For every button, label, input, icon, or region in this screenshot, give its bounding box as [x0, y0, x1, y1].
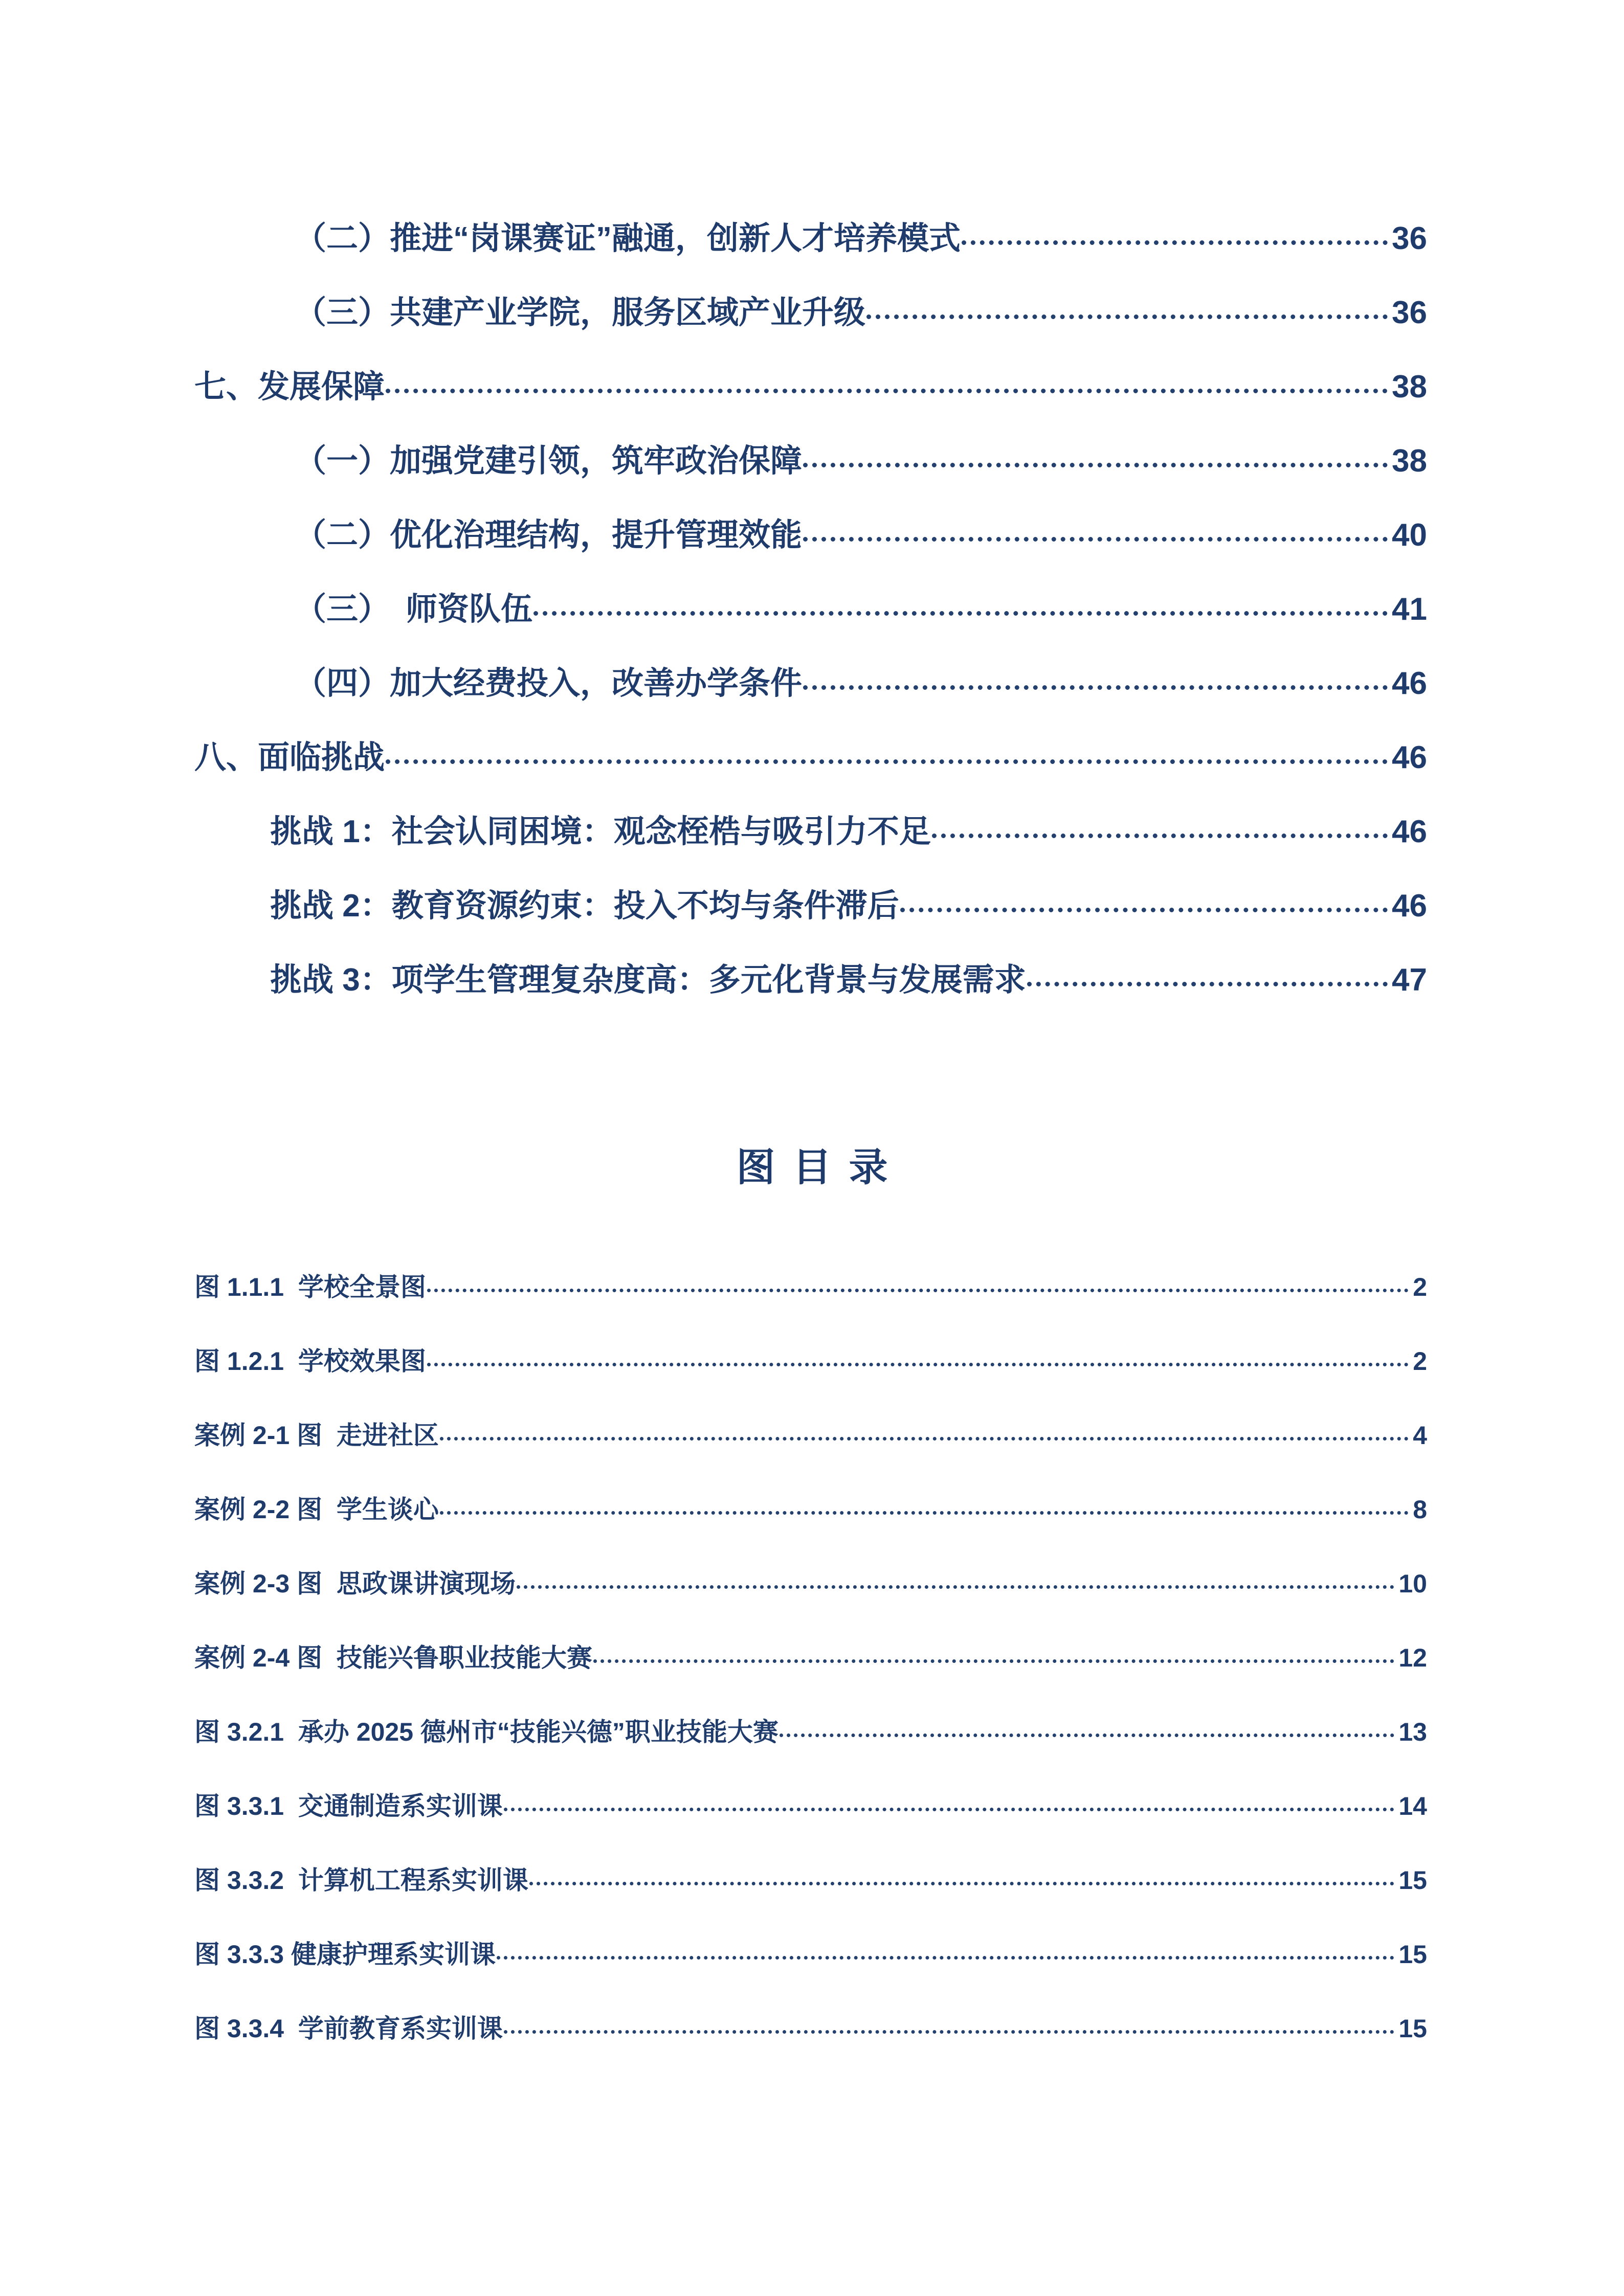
- toc-entry-page-number: 46: [1392, 739, 1427, 775]
- figure-entry-page-number: 8: [1413, 1495, 1427, 1524]
- figure-entry-row[interactable]: [194, 1769, 1427, 1843]
- toc-entry-row[interactable]: [194, 350, 1427, 424]
- dot-leader: [593, 1645, 1395, 1671]
- dot-leader: [803, 668, 1388, 700]
- dot-leader: [504, 2016, 1394, 2041]
- toc-entry-row[interactable]: [194, 646, 1427, 721]
- figure-entry-label: 图 3.3.2 计算机工程系实训课: [194, 1865, 528, 1895]
- figure-entry-label: 图 3.3.4 学前教育系实训课: [194, 2014, 503, 2043]
- toc-entry-row[interactable]: [194, 869, 1427, 943]
- figure-entry-page-number: 4: [1413, 1421, 1427, 1450]
- figure-entry-label: 图 1.2.1 学校效果图: [194, 1346, 426, 1376]
- figure-entry-label: 图 3.3.3 健康护理系实训课: [194, 1940, 496, 1969]
- figure-entry-page-number: 15: [1398, 1865, 1427, 1895]
- toc-entry-row[interactable]: [194, 201, 1427, 276]
- toc-entry-row[interactable]: [194, 498, 1427, 572]
- figure-entry-label: 图 1.1.1 学校全景图: [194, 1272, 426, 1301]
- figure-list-title: 图目录: [736, 1146, 905, 1189]
- figure-entry-row[interactable]: [194, 1991, 1427, 2065]
- figure-entry-page-number: 12: [1398, 1643, 1427, 1672]
- dot-leader: [529, 1867, 1394, 1893]
- dot-leader: [533, 594, 1388, 625]
- toc-entry-label: 挑战 2：教育资源约束：投入不均与条件滞后: [270, 888, 899, 924]
- toc-entry-row[interactable]: [194, 943, 1427, 1017]
- dot-leader: [427, 1274, 1409, 1300]
- dot-leader: [440, 1423, 1409, 1448]
- figure-entry-row[interactable]: [194, 1472, 1427, 1546]
- toc-entry-row[interactable]: [194, 721, 1427, 795]
- toc-entry-label: 挑战 3：项学生管理复杂度高：多元化背景与发展需求: [270, 962, 1026, 998]
- dot-leader: [497, 1942, 1394, 1967]
- figure-entry-label: 案例 2-1 图 走进社区: [194, 1421, 439, 1450]
- toc-entry-page-number: 47: [1392, 962, 1427, 998]
- dot-leader: [517, 1571, 1395, 1596]
- figure-entry-row[interactable]: [194, 1917, 1427, 1991]
- toc-entry-page-number: 36: [1392, 295, 1427, 330]
- toc-entry-label: （三）共建产业学院，服务区域产业升级: [295, 295, 866, 330]
- figure-entry-row[interactable]: [194, 1250, 1427, 1324]
- toc-entry-label: （二）推进“岗课赛证”融通，创新人才培养模式: [295, 220, 961, 256]
- toc-entry-label: 八、面临挑战: [194, 739, 385, 775]
- toc-entry-label: （二）优化治理结构，提升管理效能: [295, 517, 803, 553]
- figure-entry-page-number: 10: [1398, 1569, 1427, 1598]
- dot-leader: [386, 371, 1388, 403]
- toc-entry-row[interactable]: [194, 276, 1427, 350]
- dot-leader: [427, 1348, 1409, 1374]
- toc-entry-row[interactable]: [194, 424, 1427, 498]
- figure-entry-label: 案例 2-4 图 技能兴鲁职业技能大赛: [194, 1643, 592, 1672]
- toc-entry-row[interactable]: [194, 795, 1427, 869]
- figure-entry-page-number: 13: [1398, 1717, 1427, 1746]
- figure-entry-row[interactable]: [194, 1695, 1427, 1769]
- dot-leader: [932, 816, 1388, 848]
- toc-entry-page-number: 41: [1392, 591, 1427, 627]
- toc-entry-page-number: 46: [1392, 814, 1427, 849]
- figure-entry-label: 案例 2-3 图 思政课讲演现场: [194, 1569, 516, 1598]
- toc-entry-label: （一）加强党建引领，筑牢政治保障: [295, 443, 803, 479]
- figure-entry-row[interactable]: [194, 1324, 1427, 1398]
- figure-entry-row[interactable]: [194, 1398, 1427, 1472]
- toc-entry-label: 七、发展保障: [194, 369, 385, 404]
- toc-entry-label: （四）加大经费投入，改善办学条件: [295, 665, 803, 701]
- figure-entry-label: 图 3.2.1 承办 2025 德州市“技能兴德”职业技能大赛: [194, 1717, 778, 1746]
- figure-entry-row[interactable]: [194, 1546, 1427, 1620]
- toc-entry-page-number: 38: [1392, 443, 1427, 479]
- toc-entry-page-number: 38: [1392, 369, 1427, 404]
- toc-entry-page-number: 36: [1392, 220, 1427, 256]
- dot-leader: [386, 742, 1388, 774]
- figure-entry-label: 案例 2-2 图 学生谈心: [194, 1495, 439, 1524]
- toc-entry-page-number: 46: [1392, 665, 1427, 701]
- dot-leader: [780, 1719, 1394, 1745]
- figure-entry-page-number: 2: [1413, 1346, 1427, 1376]
- dot-leader: [900, 890, 1388, 922]
- dot-leader: [962, 223, 1388, 255]
- figure-list: [0, 1250, 1624, 2065]
- dot-leader: [803, 520, 1388, 551]
- figure-entry-page-number: 15: [1398, 1940, 1427, 1969]
- dot-leader: [866, 297, 1388, 329]
- toc-entry-label: 挑战 1：社会认同困境：观念桎梏与吸引力不足: [270, 814, 931, 849]
- toc-entry-page-number: 40: [1392, 517, 1427, 553]
- toc-entry-label: （三） 师资队伍: [295, 591, 533, 627]
- figure-entry-row[interactable]: [194, 1620, 1427, 1695]
- figure-entry-page-number: 15: [1398, 2014, 1427, 2043]
- figure-entry-row[interactable]: [194, 1843, 1427, 1917]
- dot-leader: [1027, 964, 1388, 996]
- figure-entry-label: 图 3.3.1 交通制造系实训课: [194, 1791, 503, 1820]
- chapter-table-of-contents: [0, 201, 1624, 1017]
- figure-entry-page-number: 2: [1413, 1272, 1427, 1301]
- dot-leader: [504, 1793, 1394, 1819]
- toc-entry-page-number: 46: [1392, 888, 1427, 924]
- figure-entry-page-number: 14: [1398, 1791, 1427, 1820]
- dot-leader: [803, 445, 1388, 477]
- toc-entry-row[interactable]: [194, 572, 1427, 646]
- dot-leader: [440, 1497, 1409, 1522]
